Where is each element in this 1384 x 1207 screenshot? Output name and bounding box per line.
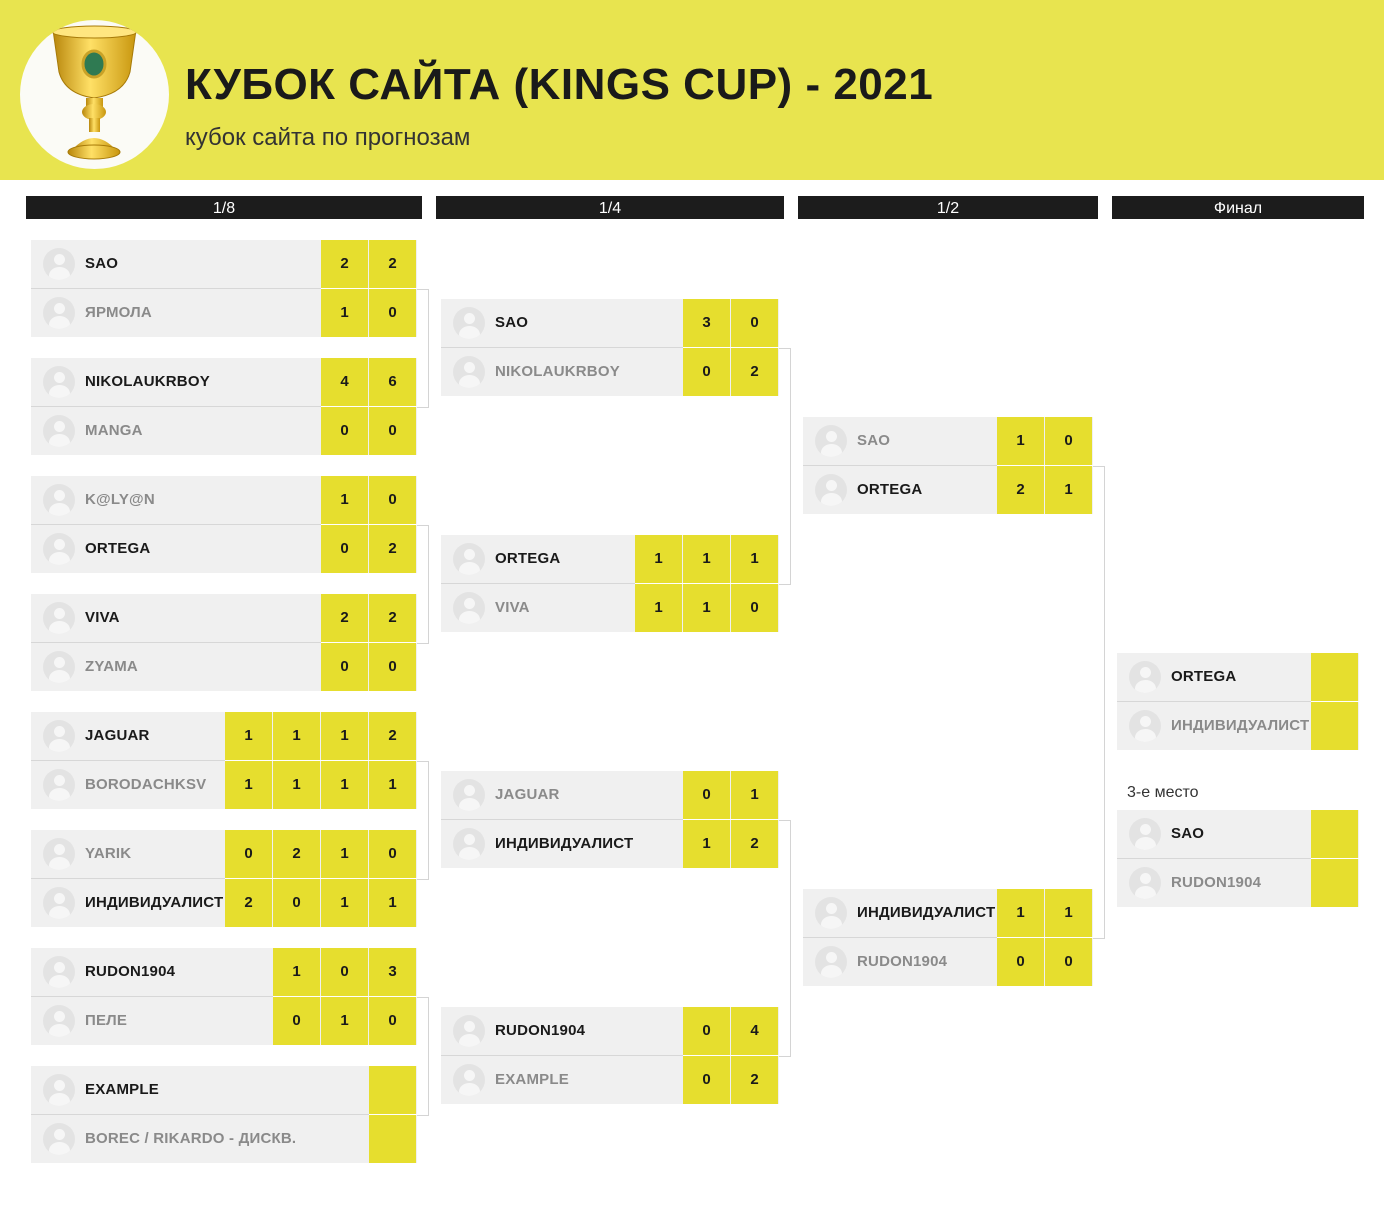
round-header-1-2: 1/2: [798, 196, 1098, 219]
score-cell: 0: [683, 348, 730, 396]
avatar-icon: [815, 897, 847, 929]
match-r16-1: [31, 240, 417, 338]
score-cell: 0: [369, 997, 416, 1045]
score-cell: 2: [369, 240, 416, 288]
player-row[interactable]: [31, 712, 417, 760]
bracket-connector: [417, 761, 429, 880]
player-name: SAO: [495, 314, 529, 331]
avatar-icon: [43, 602, 75, 634]
score-cell: 0: [225, 830, 272, 878]
score-cell: 0: [321, 525, 368, 573]
player-row[interactable]: [31, 594, 417, 642]
match-qf-3: [441, 771, 779, 869]
score-cell: 1: [731, 771, 778, 819]
score-cell: 1: [321, 712, 368, 760]
score-cell: 1: [321, 879, 368, 927]
player-row[interactable]: [441, 299, 779, 347]
avatar-icon: [815, 474, 847, 506]
score-cell: 1: [997, 417, 1044, 465]
player-row[interactable]: [31, 407, 417, 455]
avatar-icon: [453, 543, 485, 575]
player-row[interactable]: [31, 643, 417, 691]
player-row[interactable]: [31, 1066, 417, 1114]
player-name: SAO: [85, 255, 119, 272]
score-cell: 0: [321, 948, 368, 996]
score-cell: 0: [321, 407, 368, 455]
score-cell: 1: [273, 761, 320, 809]
score-cell: 1: [683, 535, 730, 583]
player-row[interactable]: [31, 240, 417, 288]
score-cell: 1: [273, 712, 320, 760]
match-r16-3: [31, 476, 417, 574]
player-row[interactable]: [441, 584, 779, 632]
page-title: КУБОК САЙТА (KINGS CUP) - 2021: [185, 60, 934, 109]
score-cell: 2: [225, 879, 272, 927]
avatar-icon: [1129, 710, 1161, 742]
player-name: BORODACHKSV: [85, 776, 207, 793]
score-cell: 0: [683, 1007, 730, 1055]
player-name: ИНДИВИДУАЛИСТ: [85, 894, 224, 911]
row-divider: [441, 819, 683, 820]
row-divider: [31, 642, 321, 643]
score-cell: 2: [731, 820, 778, 868]
avatar-icon: [43, 651, 75, 683]
player-row[interactable]: [31, 879, 417, 927]
golden-cup-icon: [20, 20, 169, 169]
player-name: EXAMPLE: [495, 1071, 569, 1088]
row-divider: [31, 878, 225, 879]
player-name: NIKOLAUKRBOY: [85, 373, 210, 390]
row-divider: [1117, 701, 1311, 702]
avatar-icon: [453, 779, 485, 811]
player-name: RUDON1904: [857, 953, 948, 970]
player-name: ИНДИВИДУАЛИСТ: [1171, 717, 1310, 734]
player-name: VIVA: [495, 599, 530, 616]
match-r16-2: [31, 358, 417, 456]
score-cell: 2: [731, 1056, 778, 1104]
player-row[interactable]: [1117, 810, 1359, 858]
player-row[interactable]: [441, 348, 779, 396]
player-name: JAGUAR: [85, 727, 150, 744]
score-cell: 1: [225, 761, 272, 809]
match-third: [1117, 810, 1359, 908]
score-cell: 1: [273, 948, 320, 996]
score-cell: 2: [321, 594, 368, 642]
match-qf-1: [441, 299, 779, 397]
player-name: ИНДИВИДУАЛИСТ: [857, 904, 996, 921]
score-cell: 1: [997, 889, 1044, 937]
player-name: ИНДИВИДУАЛИСТ: [495, 835, 634, 852]
row-divider: [31, 524, 321, 525]
avatar-icon: [453, 307, 485, 339]
player-row[interactable]: [1117, 653, 1359, 701]
score-cell: 0: [369, 476, 416, 524]
score-cell: 1: [1045, 466, 1092, 514]
score-cell: 1: [369, 879, 416, 927]
avatar-icon: [1129, 661, 1161, 693]
player-row[interactable]: [441, 535, 779, 583]
avatar-icon: [43, 484, 75, 516]
score-cell: 0: [1045, 417, 1092, 465]
player-row[interactable]: [31, 358, 417, 406]
third-place-label: 3-е место: [1127, 784, 1199, 801]
player-name: SAO: [857, 432, 891, 449]
player-row[interactable]: [803, 889, 1093, 937]
page-subtitle: кубок сайта по прогнозам: [185, 124, 471, 151]
avatar-icon: [43, 297, 75, 329]
score-cell: 0: [273, 997, 320, 1045]
score-cell: 1: [683, 584, 730, 632]
row-divider: [803, 937, 997, 938]
player-name: K@LY@N: [85, 491, 155, 508]
player-row[interactable]: [31, 289, 417, 337]
avatar-icon: [43, 248, 75, 280]
player-row[interactable]: [441, 820, 779, 868]
score-cell: 1: [321, 289, 368, 337]
player-name: ORTEGA: [857, 481, 923, 498]
score-cell: 2: [273, 830, 320, 878]
score-cell: 0: [997, 938, 1044, 986]
player-row[interactable]: [31, 1115, 417, 1163]
match-r16-4: [31, 594, 417, 692]
score-cell: 0: [369, 830, 416, 878]
bracket-connector: [779, 820, 791, 1057]
player-name: YARIK: [85, 845, 132, 862]
avatar-icon: [43, 1005, 75, 1037]
score-cell: 6: [369, 358, 416, 406]
round-header-1-4: 1/4: [436, 196, 784, 219]
player-name: ORTEGA: [495, 550, 561, 567]
score-cell: 2: [731, 348, 778, 396]
score-cell: 0: [369, 407, 416, 455]
page-header: [0, 0, 1384, 180]
avatar-icon: [453, 592, 485, 624]
score-cell: 1: [635, 584, 682, 632]
player-row[interactable]: [441, 1007, 779, 1055]
score-cell: [1311, 810, 1358, 858]
score-cell: 1: [635, 535, 682, 583]
score-cell: 1: [369, 761, 416, 809]
score-cell: 0: [683, 1056, 730, 1104]
player-row[interactable]: [31, 761, 417, 809]
player-name: ORTEGA: [85, 540, 151, 557]
score-cell: [369, 1115, 416, 1163]
row-divider: [803, 465, 997, 466]
score-cell: 0: [1045, 938, 1092, 986]
player-row[interactable]: [803, 938, 1093, 986]
player-name: RUDON1904: [495, 1022, 586, 1039]
player-name: ПЕЛЕ: [85, 1012, 128, 1029]
avatar-icon: [43, 415, 75, 447]
bracket-connector: [417, 289, 429, 408]
player-name: MANGA: [85, 422, 143, 439]
match-sf-2: [803, 889, 1093, 987]
score-cell: 3: [369, 948, 416, 996]
score-cell: 1: [683, 820, 730, 868]
player-row[interactable]: [803, 466, 1093, 514]
avatar-icon: [43, 1074, 75, 1106]
player-row[interactable]: [31, 997, 417, 1045]
avatar-icon: [453, 828, 485, 860]
player-row[interactable]: [31, 525, 417, 573]
player-name: RUDON1904: [1171, 874, 1262, 891]
match-r16-5: [31, 712, 417, 810]
score-cell: 2: [997, 466, 1044, 514]
player-name: RUDON1904: [85, 963, 176, 980]
match-sf-1: [803, 417, 1093, 515]
score-cell: 0: [731, 584, 778, 632]
match-qf-4: [441, 1007, 779, 1105]
avatar-icon: [43, 533, 75, 565]
score-cell: 0: [731, 299, 778, 347]
bracket-connector: [417, 525, 429, 644]
player-name: NIKOLAUKRBOY: [495, 363, 620, 380]
row-divider: [441, 583, 635, 584]
score-cell: [1311, 653, 1358, 701]
score-cell: 3: [683, 299, 730, 347]
score-cell: 1: [321, 830, 368, 878]
bracket-connector: [779, 348, 791, 585]
score-cell: 1: [321, 476, 368, 524]
score-cell: 1: [321, 997, 368, 1045]
bracket-connector: [1093, 466, 1105, 939]
player-row[interactable]: [1117, 859, 1359, 907]
score-cell: [1311, 859, 1358, 907]
row-divider: [441, 347, 683, 348]
match-r16-6: [31, 830, 417, 928]
player-name: VIVA: [85, 609, 120, 626]
player-row[interactable]: [1117, 702, 1359, 750]
avatar-icon: [815, 425, 847, 457]
score-cell: 2: [369, 525, 416, 573]
bracket-connector: [417, 997, 429, 1116]
avatar-icon: [453, 1015, 485, 1047]
match-qf-2: [441, 535, 779, 633]
avatar-icon: [453, 356, 485, 388]
row-divider: [1117, 858, 1311, 859]
row-divider: [31, 406, 321, 407]
player-row[interactable]: [31, 948, 417, 996]
score-cell: 4: [731, 1007, 778, 1055]
score-cell: 0: [273, 879, 320, 927]
score-cell: 1: [1045, 889, 1092, 937]
player-name: EXAMPLE: [85, 1081, 159, 1098]
match-r16-7: [31, 948, 417, 1046]
avatar-icon: [43, 769, 75, 801]
row-divider: [31, 760, 225, 761]
avatar-icon: [1129, 867, 1161, 899]
avatar-icon: [1129, 818, 1161, 850]
score-cell: 0: [683, 771, 730, 819]
round-header-1-8: 1/8: [26, 196, 422, 219]
match-r16-8: [31, 1066, 417, 1164]
player-name: SAO: [1171, 825, 1205, 842]
player-name: ZYAMA: [85, 658, 138, 675]
score-cell: 2: [321, 240, 368, 288]
player-row[interactable]: [441, 771, 779, 819]
row-divider: [31, 1114, 369, 1115]
score-cell: [1311, 702, 1358, 750]
avatar-icon: [43, 366, 75, 398]
match-final: [1117, 653, 1359, 751]
score-cell: 1: [225, 712, 272, 760]
avatar-icon: [43, 956, 75, 988]
avatar-icon: [43, 838, 75, 870]
player-row[interactable]: [803, 417, 1093, 465]
row-divider: [441, 1055, 683, 1056]
score-cell: [369, 1066, 416, 1114]
row-divider: [31, 288, 321, 289]
score-cell: 1: [321, 761, 368, 809]
avatar-icon: [815, 946, 847, 978]
score-cell: 1: [731, 535, 778, 583]
score-cell: 0: [321, 643, 368, 691]
score-cell: 4: [321, 358, 368, 406]
row-divider: [31, 996, 273, 997]
score-cell: 0: [369, 289, 416, 337]
player-name: ORTEGA: [1171, 668, 1237, 685]
score-cell: 2: [369, 594, 416, 642]
player-name: BOREC / RIKARDO - ДИСКВ.: [85, 1130, 297, 1147]
avatar-icon: [43, 1123, 75, 1155]
score-cell: 0: [369, 643, 416, 691]
score-cell: 2: [369, 712, 416, 760]
player-name: JAGUAR: [495, 786, 560, 803]
player-row[interactable]: [31, 476, 417, 524]
player-row[interactable]: [31, 830, 417, 878]
round-header-final: Финал: [1112, 196, 1364, 219]
player-row[interactable]: [441, 1056, 779, 1104]
player-name: ЯРМОЛА: [85, 304, 152, 321]
avatar-icon: [453, 1064, 485, 1096]
avatar-icon: [43, 720, 75, 752]
avatar-icon: [43, 887, 75, 919]
